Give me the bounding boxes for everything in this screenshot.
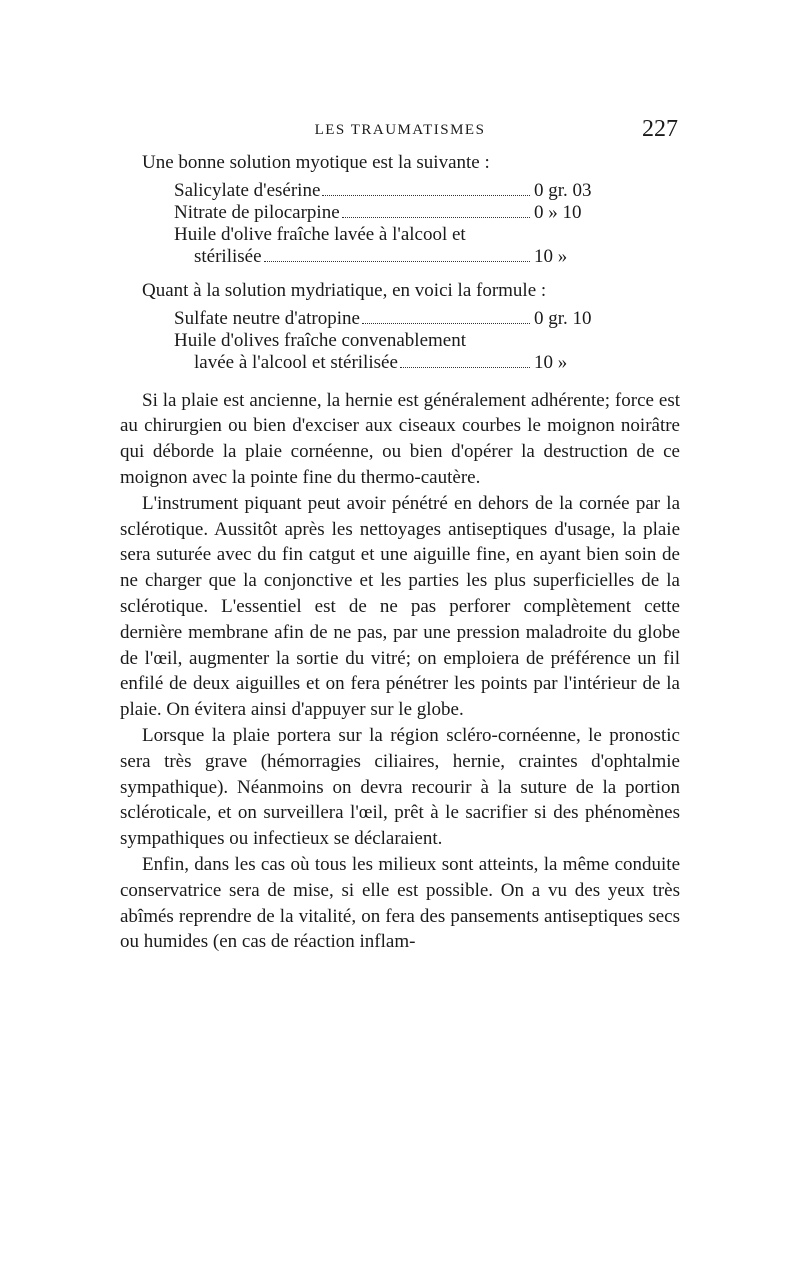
formula-line (174, 202, 624, 224)
ingredient: Huile d'olive fraîche lavée à l'alcool et (174, 223, 466, 245)
ingredient: Nitrate de pilocarpine (174, 201, 340, 223)
formula-miotic (174, 180, 680, 268)
ingredient: Salicylate d'esérine (174, 179, 321, 201)
quantity: 0 gr. 10 (534, 307, 592, 329)
ingredient: Sulfate neutre d'atropine (174, 307, 360, 329)
dot-leader (400, 367, 530, 368)
intro-mydriatic: Quant à la solution mydriatique, en voici la formule : (142, 279, 547, 301)
ingredient: Huile d'olives fraîche convenablement (174, 329, 467, 351)
paragraph: Si la plaie est ancienne, la hernie est généralement adhérente; force est au chirurgien ou bien d'exciser aux ciseaux courbes le moignon noirâtre qui déborde la plaie cornéenne, ou bien d'opérer la destruction de ce moignon avec la pointe fine du thermo-cautère. (120, 389, 680, 488)
formula-line (174, 352, 624, 374)
quantity: 0 » 10 (534, 201, 582, 223)
running-title: LES TRAUMATISMES (314, 122, 486, 138)
formula-line (174, 180, 624, 202)
dot-leader (362, 323, 530, 324)
formula-line (174, 246, 624, 268)
dot-leader (264, 261, 530, 262)
formula-mydriatic (174, 308, 680, 374)
paragraph: Enfin, dans les cas où tous les milieux sont atteints, la même conduite conservatrice sera de mise, si elle est possible. On a vu des yeux très abîmés reprendre de la vitalité, on fera des pansements antiseptiques secs ou humides (en cas de réaction inflam- (120, 853, 680, 953)
intro-miotic: Une bonne solution myotique est la suivante : (142, 152, 490, 173)
paragraph: Lorsque la plaie portera sur la région scléro-cornéenne, le pronostic sera très grave (hémorragies ciliaires, hernie, craintes d'ophtalmie sympathique). Néanmoins on devra recourir à la suture de la portion scléroticale, et on surveillera l'œil, prêt à le sacrifier si des phénomènes sympathiques ou infectieux se déclaraient. (120, 724, 680, 850)
formula-line (174, 224, 624, 246)
quantity: 0 gr. 03 (534, 179, 592, 201)
paragraph: L'instrument piquant peut avoir pénétré en dehors de la cornée par la sclérotique. Aussitôt après les nettoyages antiseptiques d'usage, la plaie sera suturée avec du fin catgut et une aiguille fine, en ayant bien soin de ne charger que la conjonctive et les parties les plus superficielles de la sclérotique. L'essentiel est de ne pas perforer complètement cette dernière membrane afin de ne pas, par une pression maladroite du globe de l'œil, augmenter la sortie du vitré; on emploiera de préférence un fil enfilé de deux aiguilles et on fera pénétrer les points par l'intérieur de la plaie. On évitera ainsi d'appuyer sur le globe. (120, 492, 680, 721)
page-header (120, 118, 680, 146)
quantity: 10 » (534, 351, 568, 373)
formula-line (174, 308, 624, 330)
quantity: 10 » (534, 245, 568, 267)
dot-leader (322, 195, 530, 196)
dot-leader (342, 217, 530, 218)
formula-line (174, 330, 624, 352)
page-number: 227 (642, 116, 678, 142)
ingredient: stérilisée (194, 245, 262, 267)
ingredient: lavée à l'alcool et stérilisée (194, 351, 398, 373)
page-body (120, 150, 680, 955)
